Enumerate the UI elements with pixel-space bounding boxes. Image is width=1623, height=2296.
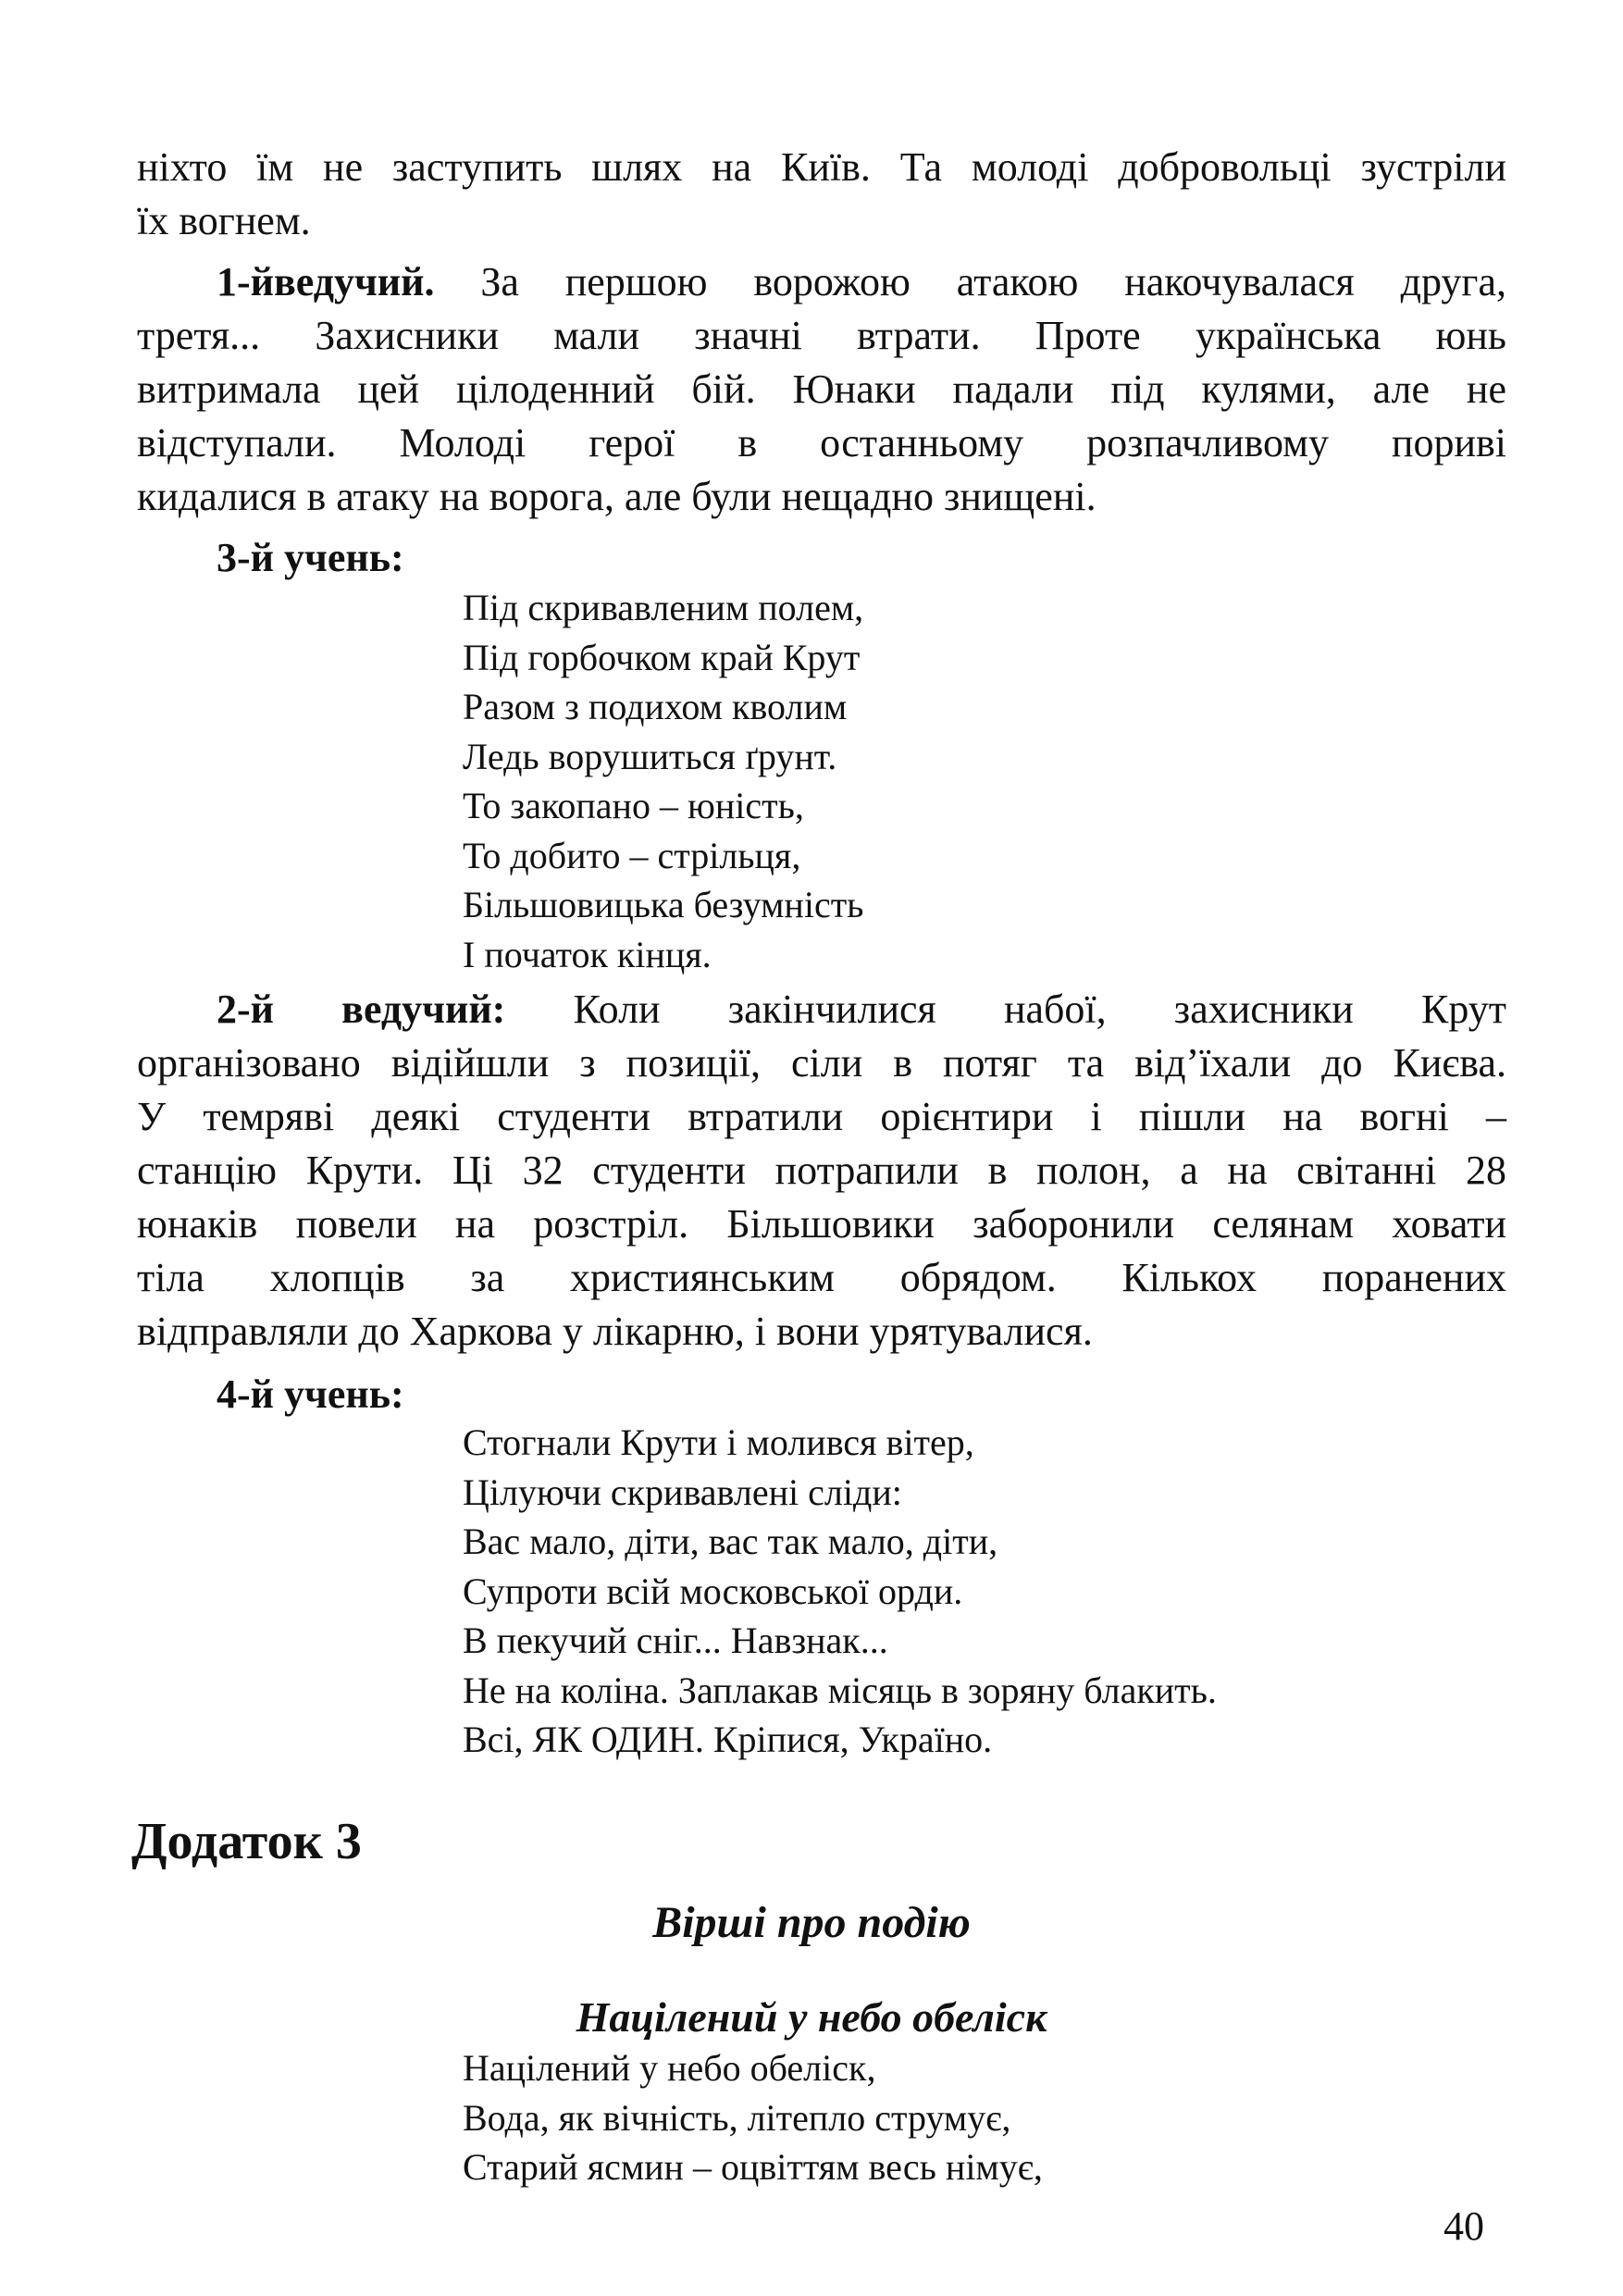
poem-student-3 <box>463 583 863 979</box>
poem-line: Всі, ЯК ОДИН. Кріпися, Україно. <box>463 1719 993 1760</box>
section-subtitle: Вірші про подію <box>652 1898 971 1947</box>
paragraph-line: тіла хлопців за християнським обрядом. Кількох поранених <box>137 1255 1506 1300</box>
speaker-label: 2-й ведучий: <box>217 987 506 1032</box>
paragraph-host-1 <box>137 255 1506 524</box>
paragraph-line <box>137 983 1506 1036</box>
poem-obelisk <box>463 2043 1043 2192</box>
paragraph-text: Коли закінчилися набої, захисники Крут <box>505 987 1506 1032</box>
poem-line: Разом з подихом кволим <box>463 686 848 727</box>
student-3-label: 3-й учень: <box>217 535 404 580</box>
paragraph-line <box>137 255 1506 309</box>
paragraph-line: відправляли до Харкова у лікарню, і вони урятувалися. <box>137 1309 1093 1354</box>
poem-line: Націлений у небо обеліск, <box>463 2047 876 2089</box>
poem-line: Не на коліна. Заплакав місяць в зоряну блакить. <box>463 1669 1217 1711</box>
paragraph-line: юнаків повели на розстріл. Більшовики заборонили селянам ховати <box>137 1201 1506 1247</box>
paragraph-line: У темряві деякі студенти втратили орієнтири і пішли на вогні – <box>137 1094 1506 1139</box>
poem-student-4 <box>463 1418 1217 1765</box>
paragraph-line: кидалися в атаку на ворога, але були нещадно знищені. <box>137 474 1096 519</box>
poem-line: Цілуючи скривавлені сліди: <box>463 1471 902 1513</box>
poem-line: То закопано – юність, <box>463 785 804 826</box>
poem-line: Ледь ворушиться ґрунт. <box>463 735 837 777</box>
paragraph-line: витримала цей цілоденний бій. Юнаки падали під кулями, але не <box>137 366 1506 412</box>
paragraph-host-2 <box>137 983 1506 1359</box>
poem-line: Вас мало, діти, вас так мало, діти, <box>463 1520 998 1562</box>
poem-line: Під горбочком край Крут <box>463 636 861 678</box>
poem-line: То добито – стрільця, <box>463 834 801 876</box>
paragraph-line: відступали. Молоді герої в останньому розпачливому пориві <box>137 420 1506 465</box>
appendix-title: Додаток 3 <box>131 1813 362 1870</box>
paragraph-line: ніхто їм не заступить шлях на Київ. Та молоді добровольці зустріли <box>137 144 1506 190</box>
student-4-label: 4-й учень: <box>217 1371 404 1417</box>
page-number: 40 <box>1443 2203 1484 2249</box>
poem-line: І початок кінця. <box>463 933 712 975</box>
poem-line: Старий ясмин – оцвіттям весь німує, <box>463 2146 1043 2188</box>
poem-line: Стогнали Крути і молився вітер, <box>463 1421 974 1463</box>
poem-line: Супроти всій московської орди. <box>463 1570 963 1612</box>
paragraph-line: їх вогнем. <box>137 198 311 243</box>
speaker-label: 1-йведучий. <box>217 259 435 304</box>
poem-line: В пекучий сніг... Навзнак... <box>463 1620 888 1661</box>
paragraph-text: За першою ворожою атакою накочувалася друга, <box>434 259 1506 304</box>
paragraph-line: третя... Захисники мали значні втрати. Проте українська юнь <box>137 313 1506 358</box>
poem-line: Більшовицька безумність <box>463 884 864 925</box>
paragraph-line: станцію Крути. Ці 32 студенти потрапили в полон, а на світанні 28 <box>137 1148 1506 1193</box>
poem-title: Націлений у небо обеліск <box>576 1993 1047 2041</box>
paragraph-1 <box>137 141 1506 248</box>
paragraph-line: організовано відійшли з позиції, сіли в потяг та від’їхали до Києва. <box>137 1040 1506 1086</box>
poem-line: Під скривавленим полем, <box>463 587 864 628</box>
poem-line: Вода, як вічність, літепло струмує, <box>463 2096 1011 2139</box>
